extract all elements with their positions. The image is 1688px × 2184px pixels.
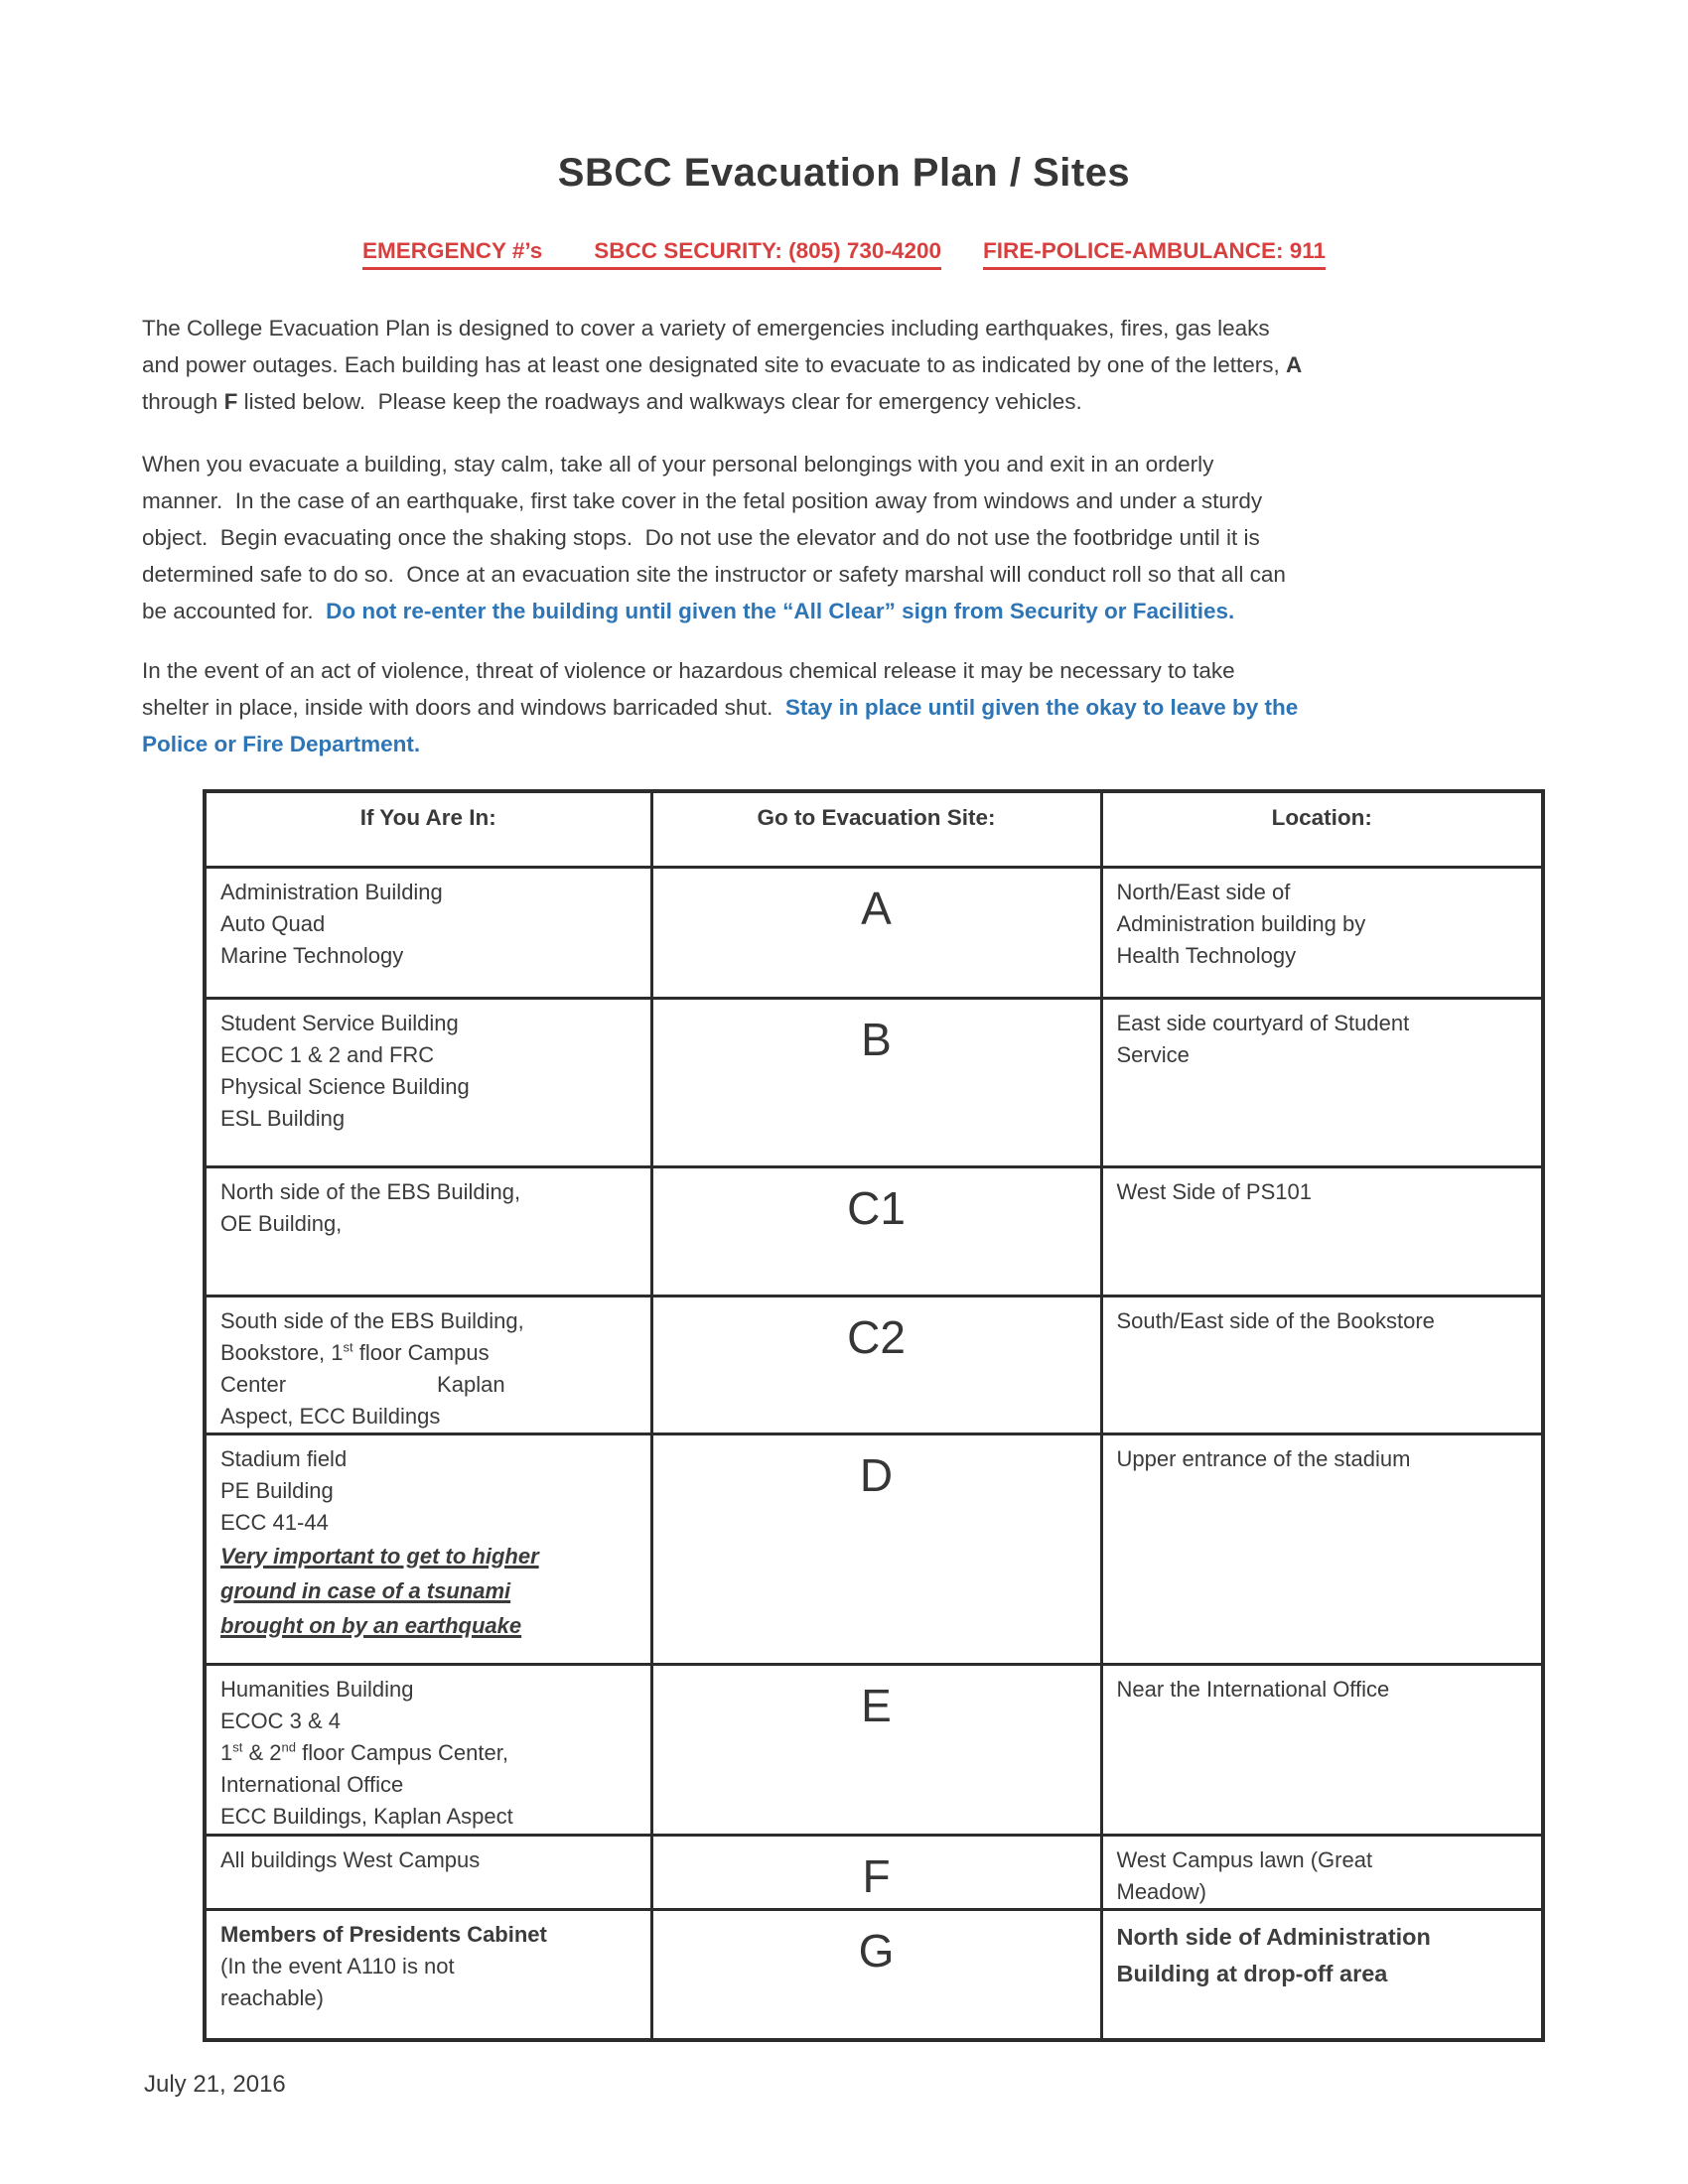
body-text: 1 [220, 1739, 233, 1765]
body-text: ECOC 1 & 2 and FRC [220, 1041, 435, 1067]
buildings-cell [205, 1835, 651, 1909]
body-text: Near the International Office [1116, 1676, 1390, 1702]
body-text: Student Service Building [220, 1010, 459, 1035]
location-cell [1101, 1433, 1543, 1664]
evacuation-sites-table [203, 789, 1545, 2042]
buildings-cell [205, 1433, 651, 1664]
evacuation-site-letter: F [651, 1835, 1101, 1909]
text-line [220, 1305, 638, 1337]
body-text: A [1286, 352, 1303, 377]
evac-table-body [205, 867, 1543, 2040]
body-text: Auto Quad [220, 910, 326, 936]
text-line [1117, 1039, 1530, 1071]
text-line [142, 519, 1572, 556]
evacuation-table-wrap [203, 789, 1545, 2042]
evacuation-site-letter: G [651, 1909, 1101, 2040]
body-text: manner. In the case of an earthquake, first take cover in the fetal position away from windows and under a sturdy [142, 488, 1263, 513]
text-line [220, 1103, 638, 1135]
tsunami-warning-text: brought on by an earthquake [220, 1612, 522, 1638]
text-line [1117, 1305, 1530, 1337]
location-cell [1101, 867, 1543, 998]
column-header-evacuation-site: Go to Evacuation Site: [651, 791, 1101, 867]
body-text: West Campus lawn (Great [1116, 1846, 1373, 1872]
buildings-cell [205, 1664, 651, 1835]
text-line [142, 726, 1572, 762]
emergency-numbers-line [0, 238, 1688, 270]
body-text: and power outages. Each building has at least one designated site to evacuate to as indicated by one of the letters, [142, 352, 1287, 377]
body-text: The College Evacuation Plan is designed to cover a variety of emergencies including earthquakes, fires, gas leaks [142, 316, 1270, 341]
location-cell [1101, 1909, 1543, 2040]
text-line [1117, 1844, 1530, 1876]
text-line [220, 1443, 638, 1475]
body-text: West Side of PS101 [1116, 1178, 1312, 1204]
buildings-cell [205, 1166, 651, 1296]
table-row [205, 1296, 1543, 1433]
emphasis-blue-text: Stay in place until given the okay to leave by the [784, 695, 1299, 720]
emphasis-blue-text: Do not re-enter the building until given the “All Clear” sign from Security or Facilities. [326, 599, 1235, 623]
table-row [205, 1166, 1543, 1296]
body-text: Kaplan [437, 1371, 505, 1397]
page-title: SBCC Evacuation Plan / Sites [557, 151, 1131, 195]
body-text: shelter in place, inside with doors and windows barricaded shut. [142, 695, 785, 720]
buildings-cell [205, 1909, 651, 2040]
text-line [220, 1507, 638, 1539]
location-cell [1101, 1296, 1543, 1433]
body-text: Health Technology [1116, 942, 1297, 968]
table-row [205, 1909, 1543, 2040]
body-text: South/East side of the Bookstore [1116, 1307, 1435, 1333]
evacuation-site-letter: A [651, 867, 1101, 998]
text-line [220, 1608, 638, 1643]
text-line [142, 346, 1572, 383]
table-row [205, 1433, 1543, 1664]
body-text: Humanities Building [220, 1676, 414, 1702]
body-text: Administration Building [220, 879, 443, 904]
body-text: South side of the EBS Building, [220, 1307, 524, 1333]
table-row [205, 998, 1543, 1166]
body-text: ECC 41-44 [220, 1509, 329, 1535]
body-text: object. Begin evacuating once the shaking stops. Do not use the elevator and do not use the footbridge until it is [142, 525, 1260, 550]
body-text: North side of the EBS Building, [220, 1178, 521, 1204]
buildings-cell [205, 867, 651, 998]
body-text: F [223, 389, 238, 414]
tsunami-warning-text: ground in case of a tsunami [220, 1577, 511, 1603]
location-cell [1101, 1664, 1543, 1835]
text-line [220, 1071, 638, 1103]
text-line [220, 1706, 638, 1737]
text-line [1117, 908, 1530, 940]
body-text: ECOC 3 & 4 [220, 1707, 342, 1733]
text-line [220, 1844, 638, 1876]
superscript: st [232, 1739, 243, 1755]
text-line [1117, 1956, 1530, 1992]
text-line [142, 482, 1572, 519]
text-line [220, 1801, 638, 1833]
body-text: Service [1116, 1041, 1190, 1067]
paragraph-overview [142, 310, 1572, 420]
paragraph-evacuation-procedure [142, 446, 1572, 629]
paragraph-shelter-in-place [142, 652, 1572, 762]
body-text: listed below. Please keep the roadways and walkways clear for emergency vehicles. [237, 389, 1082, 414]
fire-police-ambulance: FIRE-POLICE-AMBULANCE: 911 [983, 238, 1326, 270]
body-text: (In the event A110 is not [220, 1953, 455, 1979]
emergency-security-group [362, 238, 941, 270]
text-line [220, 1208, 638, 1240]
emphasis-blue-text: Police or Fire Department. [142, 732, 421, 756]
body-text: Upper entrance of the stadium [1116, 1445, 1411, 1471]
text-line [220, 1539, 638, 1573]
body-text: Building at drop-off area [1116, 1960, 1388, 1986]
body-text: PE Building [220, 1477, 334, 1503]
document-date: July 21, 2016 [144, 2071, 286, 2098]
body-text: North/East side of [1116, 879, 1291, 904]
body-text: floor Campus [352, 1339, 490, 1365]
emergency-label: EMERGENCY #’s [361, 238, 543, 263]
text-line [142, 652, 1572, 689]
body-text: All buildings West Campus [220, 1846, 481, 1872]
body-text: determined safe to do so. Once at an evacuation site the instructor or safety marshal will conduct roll so that all can [142, 562, 1286, 587]
text-line [142, 310, 1572, 346]
text-line [1117, 1176, 1530, 1208]
text-line [220, 1769, 638, 1801]
text-line [220, 1919, 638, 1951]
body-text: Physical Science Building [220, 1073, 470, 1099]
text-line [1117, 1008, 1530, 1039]
column-header-if-you-are-in: If You Are In: [205, 791, 651, 867]
evacuation-site-letter: B [651, 998, 1101, 1166]
table-row [205, 867, 1543, 998]
text-line [220, 877, 638, 908]
table-row [205, 1835, 1543, 1909]
body-text: Center [220, 1371, 287, 1397]
tsunami-warning-text: Very important to get to higher [220, 1543, 539, 1569]
text-line [142, 593, 1572, 629]
body-text: International Office [220, 1771, 404, 1797]
location-cell [1101, 1166, 1543, 1296]
text-line [220, 1475, 638, 1507]
buildings-cell [205, 1296, 651, 1433]
evacuation-site-letter: C1 [651, 1166, 1101, 1296]
table-header-row [205, 791, 1543, 867]
text-line [142, 446, 1572, 482]
body-text: Bookstore, 1 [220, 1339, 344, 1365]
location-cell [1101, 1835, 1543, 1909]
text-line [220, 1039, 638, 1071]
evacuation-site-letter: D [651, 1433, 1101, 1664]
text-line [220, 908, 638, 940]
text-line [142, 556, 1572, 593]
text-line [142, 383, 1572, 420]
evacuation-site-letter: C2 [651, 1296, 1101, 1433]
text-line [220, 1951, 638, 1982]
location-cell [1101, 998, 1543, 1166]
body-text: floor Campus Center, [295, 1739, 508, 1765]
body-text: Members of Presidents Cabinet [220, 1921, 547, 1947]
body-text: In the event of an act of violence, threat of violence or hazardous chemical release it may be necessary to take [142, 658, 1235, 683]
body-text: Meadow) [1116, 1878, 1206, 1904]
text-line [1117, 1674, 1530, 1706]
text-line [1117, 1443, 1530, 1475]
text-line [220, 1401, 638, 1433]
body-text: be accounted for. [142, 599, 327, 623]
text-line [220, 1674, 638, 1706]
body-text: Aspect, ECC Buildings [220, 1403, 441, 1429]
body-text: North side of Administration [1116, 1923, 1431, 1950]
buildings-cell [205, 998, 651, 1166]
body-text: ESL Building [220, 1105, 346, 1131]
text-line [220, 940, 638, 972]
text-line [220, 1337, 638, 1369]
body-text: When you evacuate a building, stay calm, take all of your personal belongings with you and exit in an orderly [142, 452, 1214, 477]
evacuation-site-letter: E [651, 1664, 1101, 1835]
text-line [1117, 877, 1530, 908]
body-text: reachable) [220, 1984, 324, 2010]
body-text: Administration building by [1116, 910, 1366, 936]
security-phone: SBCC SECURITY: (805) 730-4200 [594, 238, 941, 263]
text-line [220, 1369, 638, 1401]
text-line [220, 1737, 638, 1769]
column-header-location: Location: [1101, 791, 1543, 867]
text-line [142, 689, 1572, 726]
body-text: OE Building, [220, 1210, 343, 1236]
body-text: ECC Buildings, Kaplan Aspect [220, 1803, 513, 1829]
text-line [1117, 940, 1530, 972]
text-line [220, 1982, 638, 2014]
table-row [205, 1664, 1543, 1835]
text-line [220, 1573, 638, 1608]
text-line [220, 1008, 638, 1039]
body-text: through [142, 389, 224, 414]
body-text: Marine Technology [220, 942, 404, 968]
text-line [220, 1176, 638, 1208]
superscript: nd [281, 1739, 296, 1755]
body-text: Stadium field [220, 1445, 348, 1471]
body-text: East side courtyard of Student [1116, 1010, 1410, 1035]
superscript: st [343, 1339, 353, 1355]
body-text: & 2 [242, 1739, 282, 1765]
text-line [1117, 1876, 1530, 1908]
text-line [1117, 1919, 1530, 1956]
